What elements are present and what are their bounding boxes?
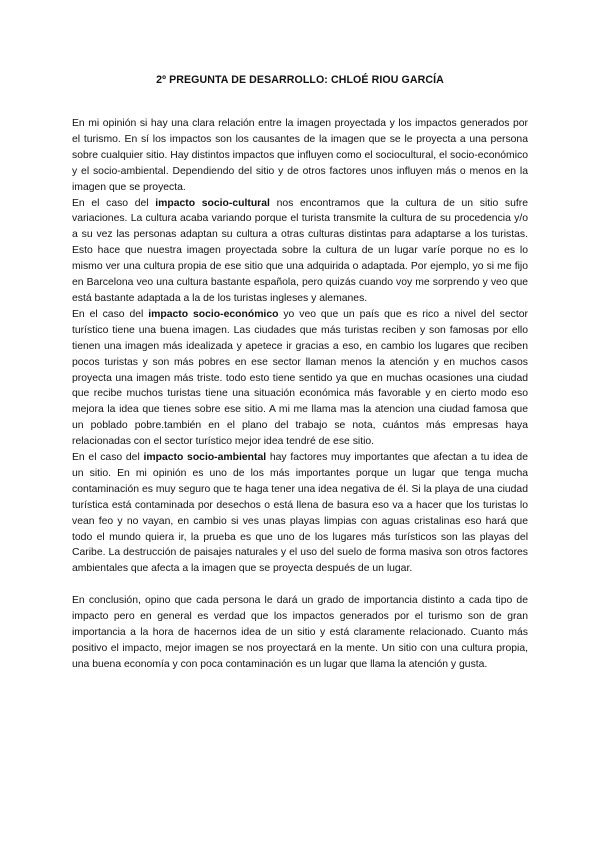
paragraph-intro: En mi opinión si hay una clara relación entre la imagen proyectada y los impactos generados por el turismo. En sí los impactos son los causantes de la imagen que se le proyecta a una persona sobre cualquier sitio. Hay distintos impactos que influyen como el sociocultural, el socio-económico y el socio-ambiental. Dependiendo del sitio y de otros factores unos influyen más o menos en la imagen que se proyecta. xyxy=(72,118,528,193)
term-impacto-socio-economico: impacto socio-económico xyxy=(148,308,279,320)
paragraph-socio-ambiental xyxy=(72,450,528,577)
paragraph-socio-cultural xyxy=(72,196,528,307)
term-impacto-socio-ambiental: impacto socio-ambiental xyxy=(143,452,267,464)
paragraph-conclusion: En conclusión, opino que cada persona le dará un grado de importancia distinto a cada tipo de impacto pero en general es verdad que los impactos generados por el turismo son de gran importancia a la hora de hacernos idea de un sitio y está claramente relacionado. Cuanto más positivo el impacto, mejor imagen se nos proyectará en la mente. Un sitio con una cultura propia, una buena economía y con poca contaminación es un lugar que llama la atención y gusta. xyxy=(72,595,528,670)
document-body xyxy=(72,116,528,673)
paragraph-socio-economico xyxy=(72,307,528,450)
paragraph-text: nos encontramos que la cultura de un sitio sufre variaciones. La cultura acaba variando porque el turista transmite la cultura de su procedencia y/o a su vez las personas adaptan su cultura a otras culturas distintas para adaptarse a los turistas. Esto hace que nuestra imagen proyectada sobre la cultura de un lugar varíe porque no es lo mismo ver una cultura propia de ese sitio que una adquirida o adaptada. Por ejemplo, yo si me fijo en Barcelona veo una cultura bastante española, pero quizás cuando voy me sorprendo y veo que está bastante adaptada a la de los turistas ingleses y alemanes. xyxy=(72,197,528,304)
paragraph-lead: En el caso del xyxy=(72,452,144,464)
paragraph-lead: En el caso del xyxy=(72,308,149,320)
paragraph-text: hay factores muy importantes que afectan a tu idea de un sitio. En mi opinión es uno de los más importantes porque un lugar que tenga mucha contaminación es muy seguro que te haga tener una idea negativa de él. Si la playa de una ciudad turística está contaminada por desechos o está llena de basura eso va a hacer que los turistas lo vean feo y no vayan, en cambio si ves unas playas limpias con aguas cristalinas eso hará que todo el mundo quiera ir, la prueba es que uno de los lugares más turísticos son las playas del Caribe. La destrucción de paisajes naturales y el uso del suelo de forma masiva son otros factores ambientales que afecta a la imagen que se proyecta después de un lugar. xyxy=(72,452,528,575)
term-impacto-socio-cultural: impacto socio-cultural xyxy=(155,197,270,209)
paragraph-lead: En el caso del xyxy=(72,197,156,209)
paragraph-text: yo veo que un país que es rico a nivel del sector turístico tiene una buena imagen. Las ciudades que más turistas reciben y son famosas por ello tienen una imagen más idealizada y apetece ir gracias a eso, en cambio los lugares que reciben pocos turistas y son más pobres en ese sector llaman menos la atención y en muchos casos proyecta una imagen más triste. todo esto tiene sentido ya que en muchas ocasiones una ciudad que recibe muchos turistas tiene una situación económica más favorable y en cierto modo eso mejora la idea que tienes sobre ese sitio. A mi me llama mas la atencion una ciudad famosa que un poblado pobre.también en el plano del trabajo se nota, cuántos más empresas haya relacionadas con el sector turístico mejor idea tendré de ese sitio. xyxy=(72,308,528,448)
page-title: 2º PREGUNTA DE DESARROLLO: CHLOÉ RIOU GARCÍA xyxy=(156,74,444,86)
